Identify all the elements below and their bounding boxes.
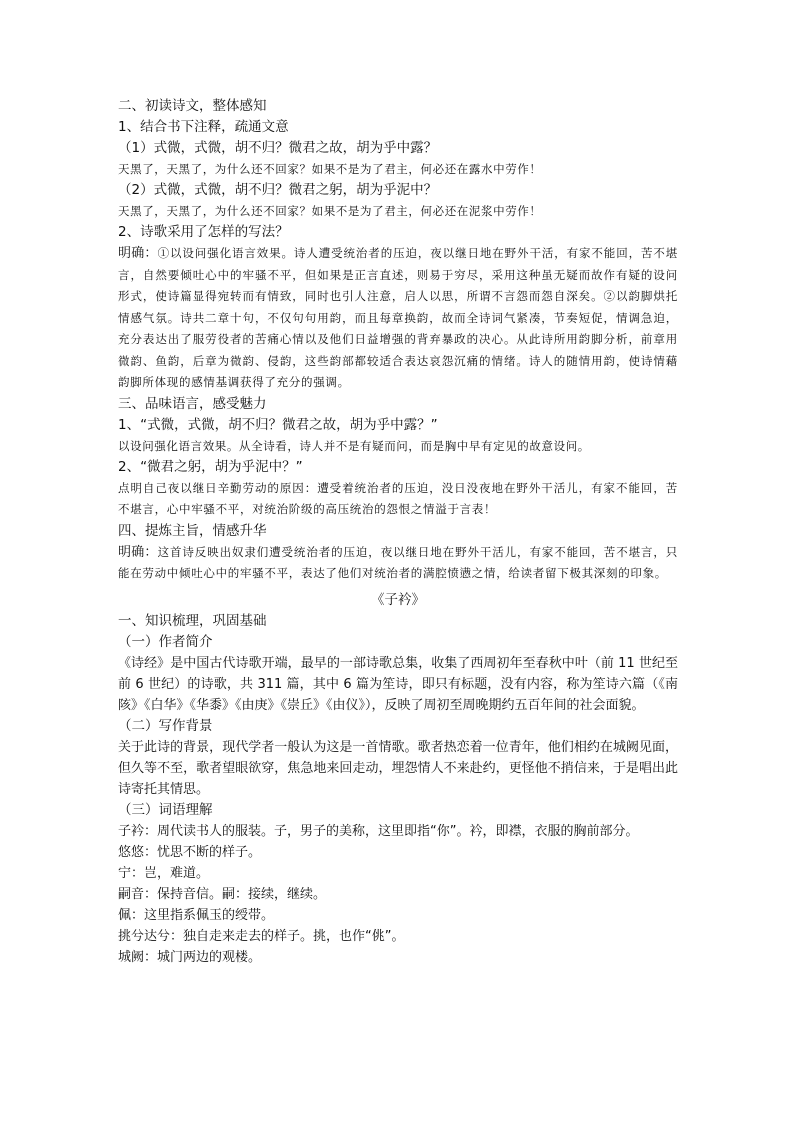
question-1: （1）式微，式微，胡不归？微君之故，胡为乎中露？ xyxy=(118,140,438,156)
vocab-item: 嗣音：保持音信。嗣：接续，继续。 xyxy=(118,886,327,902)
section-heading-4: 四、提炼主旨，情感升华 xyxy=(118,522,267,539)
subheading-vocabulary: （三）词语理解 xyxy=(118,801,213,818)
subheading-3: 1、“式微，式微，胡不归？微君之故，胡为乎中露？” xyxy=(118,416,438,433)
answer-3: 以设问强化语言效果。从全诗看，诗人并不是有疑而问，而是胸中早有定见的故意设问。 xyxy=(118,438,590,453)
paragraph-lead: 明确： xyxy=(118,544,158,560)
vocab-item: 挑兮达兮：独自走来走去的样子。挑，也作“佻”。 xyxy=(118,928,405,944)
poem-title: 《子衿》 xyxy=(371,591,425,608)
subheading-author: （一）作者简介 xyxy=(118,633,213,650)
paragraph-theme xyxy=(118,542,678,585)
vocab-item: 子衿：周代读书人的服装。子，男子的美称，这里即指“你”。衿，即襟，衣服的胸前部分。 xyxy=(118,823,639,839)
section-heading-2: 二、初读诗文，整体感知 xyxy=(118,98,267,114)
answer-2: 天黑了，天黑了，为什么还不回家？如果不是为了君主，何必还在泥浆中劳作！ xyxy=(118,204,542,218)
subheading-4: 2、“微君之躬，胡为乎泥中？” xyxy=(118,458,303,475)
subheading-background: （二）写作背景 xyxy=(118,717,213,734)
document-page xyxy=(118,96,678,968)
subheading-2: 2、诗歌采用了怎样的写法？ xyxy=(118,224,289,240)
subheading-1: 1、结合书下注释，疏通文意 xyxy=(118,119,289,135)
paragraph-text: 这首诗反映出奴隶们遭受统治者的压迫，夜以继日地在野外干活儿，有家不能回，苦不堪言，只能在劳动中倾吐心中的牢骚不平，表达了他们对统治者的满腔愤懑之情，给读者留下极其深刻的印象。 xyxy=(118,544,678,580)
section-heading-1: 一、知识梳理，巩固基础 xyxy=(118,612,267,629)
vocab-item: 宁：岂，难道。 xyxy=(118,865,210,881)
vocab-item: 城阙：城门两边的观楼。 xyxy=(118,949,262,965)
paragraph-writing-method xyxy=(118,243,678,394)
answer-1: 天黑了，天黑了，为什么还不回家？如果不是为了君主，何必还在露水中劳作！ xyxy=(118,162,542,176)
vocab-item: 佩：这里指系佩玉的绶带。 xyxy=(118,907,275,923)
answer-4: 点明自己夜以继日辛勤劳动的原因：遭受着统治者的压迫，没日没夜地在野外干活儿，有家不能回，苦不堪言，心中牢骚不平，对统治阶级的高压统治的怨恨之情溢于言表！ xyxy=(118,480,678,516)
question-2: （2）式微，式微，胡不归？微君之躬，胡为乎泥中？ xyxy=(118,182,438,198)
section-heading-3: 三、品味语言，感受魅力 xyxy=(118,395,267,412)
paragraph-author: 《诗经》是中国古代诗歌开端，最早的一部诗歌总集，收集了西周初年至春秋中叶（前 11 世纪至前 6 世纪）的诗歌，共 311 篇，其中 6 篇为笙诗，即只有标题，没有内容，称为笙诗六篇（《南陔》《白华》《华黍》《由庚》《崇丘》《由仪》），反映了周初至周晚期约五百年间的社会面貌。 xyxy=(118,655,678,713)
paragraph-lead: 明确： xyxy=(118,246,158,261)
paragraph-text: ①以设问强化语言效果。诗人遭受统治者的压迫，夜以继日地在野外干活，有家不能回，苦不堪言，自然要倾吐心中的牢骚不平，但如果是正言直述，则易于穷尽，采用这种虽无疑而故作有疑的设问形式，使诗篇显得宛转而有情致，同时也引人注意，启人以思，所谓不言怨而怨自深矣。②以韵脚烘托情感气氛。诗共二章十句，不仅句句用韵，而且每章换韵，故而全诗词气紧凑，节奏短促，情调急迫，充分表达出了服劳役者的苦痛心情以及他们日益增强的背弃暴政的决心。从此诗所用韵脚分析，前章用微韵、鱼韵，后章为微韵、侵韵，这些韵部都较适合表达哀怨沉痛的情绪。诗人的随情用韵，使诗情藉韵脚所体现的感情基调获得了充分的强调。 xyxy=(118,246,678,389)
paragraph-background: 关于此诗的背景，现代学者一般认为这是一首情歌。歌者热恋着一位青年，他们相约在城阙见面，但久等不至，歌者望眼欲穿，焦急地来回走动，埋怨情人不来赴约，更怪他不捎信来，于是唱出此诗寄托其情思。 xyxy=(118,739,678,797)
vocab-item: 悠悠：忧思不断的样子。 xyxy=(118,844,262,860)
